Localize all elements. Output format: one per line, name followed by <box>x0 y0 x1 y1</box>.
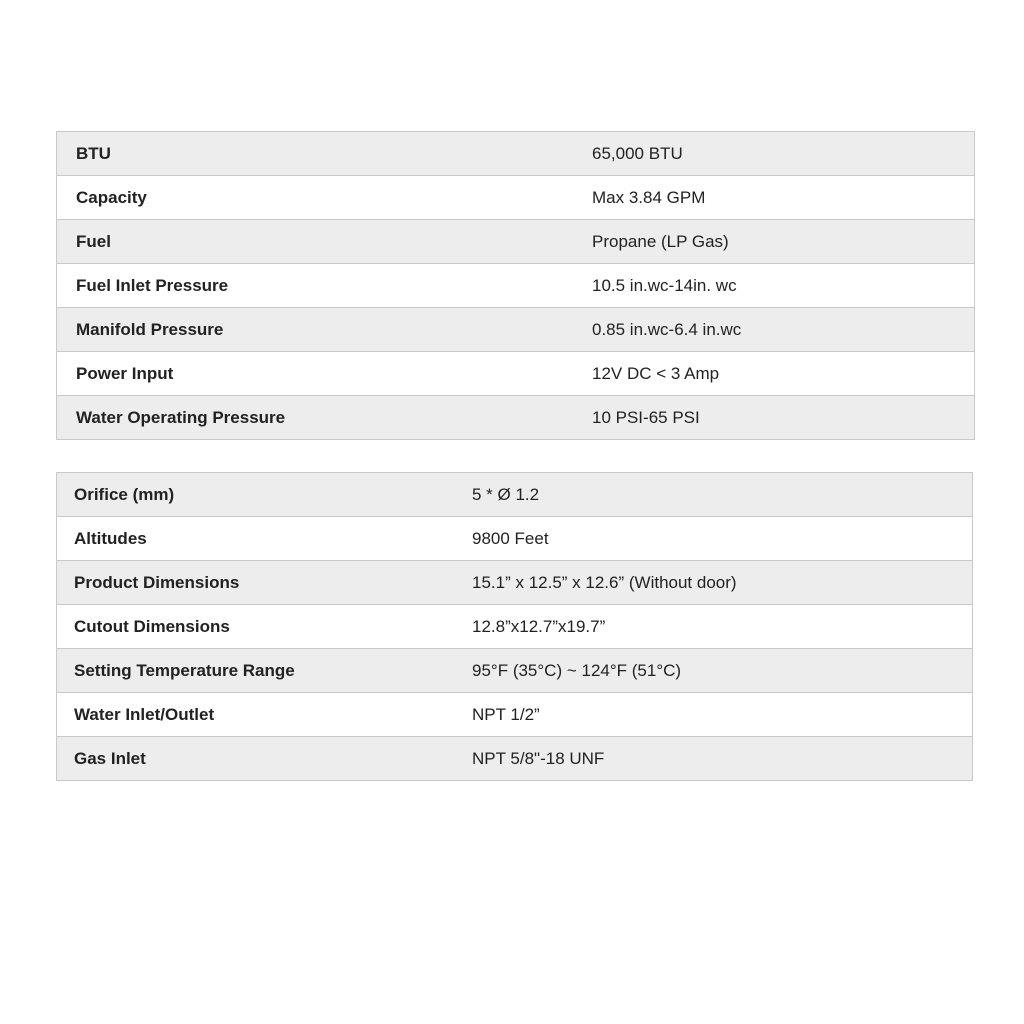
row-label: Capacity <box>76 187 147 207</box>
row-label: Water Operating Pressure <box>76 407 286 427</box>
row-value: Propane (LP Gas) <box>592 231 729 251</box>
table-row <box>57 395 974 439</box>
row-label: Altitudes <box>74 528 147 548</box>
row-value: NPT 5/8"-18 UNF <box>472 748 605 768</box>
table-row <box>57 648 972 692</box>
row-value: NPT 1/2” <box>472 704 540 724</box>
spec-table-dimensions <box>56 472 973 781</box>
row-value: 5 * Ø 1.2 <box>472 484 540 504</box>
row-value: 12V DC < 3 Amp <box>592 363 720 383</box>
row-value: Max 3.84 GPM <box>592 187 706 207</box>
row-value: 95°F (35°C) ~ 124°F (51°C) <box>472 660 682 680</box>
row-label: BTU <box>76 143 111 163</box>
table-row <box>57 692 972 736</box>
row-value: 12.8”x12.7”x19.7” <box>472 616 606 636</box>
spec-table-general <box>56 131 975 440</box>
row-label: Power Input <box>76 363 174 383</box>
table-row <box>57 132 974 175</box>
row-value: 65,000 BTU <box>592 143 683 163</box>
row-label: Manifold Pressure <box>76 319 224 339</box>
row-value: 9800 Feet <box>472 528 549 548</box>
row-label: Product Dimensions <box>74 572 240 592</box>
row-label: Fuel <box>76 231 111 251</box>
table-row <box>57 263 974 307</box>
row-value: 10.5 in.wc-14in. wc <box>592 275 737 295</box>
row-label: Fuel Inlet Pressure <box>76 275 229 295</box>
table-row <box>57 219 974 263</box>
table-row <box>57 560 972 604</box>
table-row <box>57 351 974 395</box>
row-value: 15.1” x 12.5” x 12.6” (Without door) <box>472 572 737 592</box>
table-row <box>57 604 972 648</box>
row-value: 10 PSI-65 PSI <box>592 407 700 427</box>
row-label: Orifice (mm) <box>74 484 175 504</box>
row-label: Setting Temperature Range <box>74 660 295 680</box>
table-row <box>57 175 974 219</box>
table-row <box>57 473 972 516</box>
row-label: Gas Inlet <box>74 748 146 768</box>
row-value: 0.85 in.wc-6.4 in.wc <box>592 319 742 339</box>
table-row <box>57 307 974 351</box>
table-row <box>57 516 972 560</box>
row-label: Water Inlet/Outlet <box>74 704 215 724</box>
row-label: Cutout Dimensions <box>74 616 230 636</box>
table-row <box>57 736 972 780</box>
